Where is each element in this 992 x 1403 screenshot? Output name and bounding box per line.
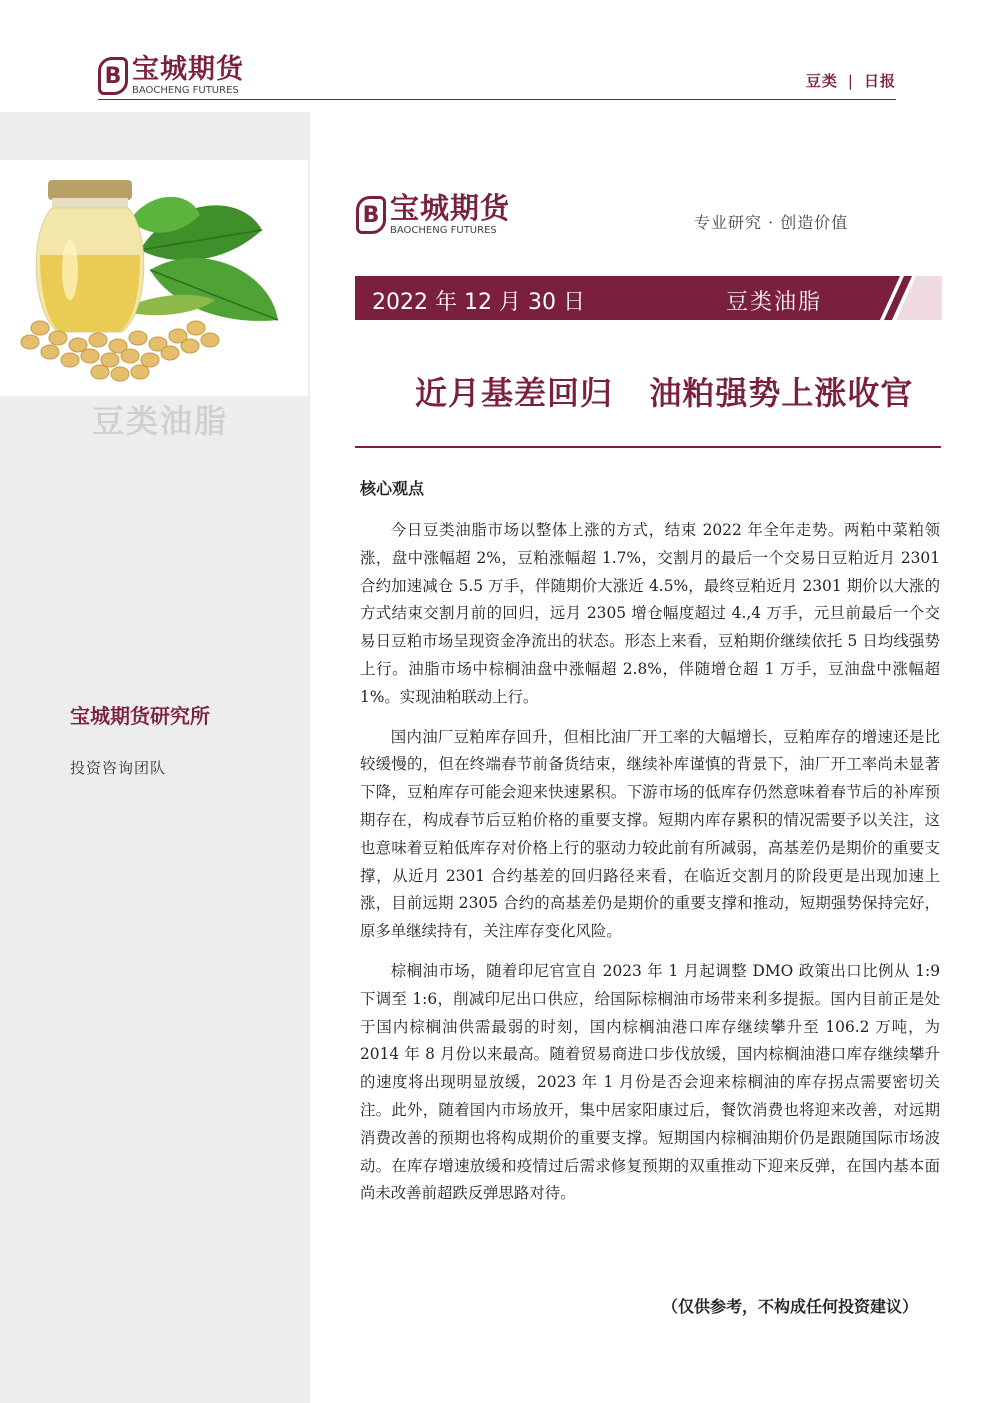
- sidebar-team: 投资咨询团队: [70, 759, 167, 777]
- header-logo-en: BAOCHENG FUTURES: [132, 85, 239, 96]
- band-category: 豆类油脂: [726, 290, 823, 315]
- soybean-oil-image: [0, 160, 308, 396]
- core-view-heading: 核心观点: [360, 479, 425, 498]
- report-body: [360, 517, 940, 1220]
- title-divider: [355, 446, 941, 448]
- header-divider: [98, 99, 896, 100]
- header-report-type: [806, 70, 896, 91]
- header-separator: |: [847, 72, 854, 90]
- main-logo-en: BAOCHENG FUTURES: [390, 225, 497, 236]
- disclaimer: （仅供参考，不构成任何投资建议）: [662, 1297, 919, 1316]
- paragraph: 国内油厂豆粕库存回升，但相比油厂开工率的大幅增长，豆粕库存的增速还是比较缓慢的，但在终端春节前备货结束，继续补库谨慎的背景下，油厂开工率尚未显著下降，豆粕库存可能会迎来快速累积。下游市场的低库存仍然意味着春节后的补库预期存在，构成春节后豆粕价格的重要支撑。短期内库存累积的情况需要予以关注，这也意味着豆粕低库存对价格上行的驱动力较此前有所减弱，高基差仍是期价的重要支撑，从近月 2301 合约基差的回归路径来看，在临近交割月的阶段更是出现加速上涨，目前远期 2305 合约的高基差仍是期价的重要支撑和推动，短期强势保持完好，原多单继续持有，关注库存变化风险。: [360, 727, 940, 941]
- main-logo-mark-icon: B: [356, 196, 386, 234]
- report-title: 近月基差回归 油粕强势上涨收官: [415, 374, 914, 412]
- slogan: 专业研究 · 创造价值: [694, 213, 849, 232]
- logo-mark-icon: B: [98, 57, 128, 95]
- main-logo: [356, 191, 511, 236]
- header-logo: [98, 56, 244, 96]
- header-logo-cn: 宝城期货: [132, 54, 244, 85]
- paragraph: 今日豆类油脂市场以整体上涨的方式，结束 2022 年全年走势。两粕中菜粕领涨，盘中涨幅超 2%，豆粕涨幅超 1.7%，交割月的最后一个交易日豆粕近月 2301 合约加速减仓 5.5 万手，伴随期价大涨近 4.5%，最终豆粕近月 2301 期价以大涨的方式结束交割月前的回归，远月 2305 增仓幅度超过 4.,4 万手，元旦前最后一个交易日豆粕市场呈现资金净流出的状态。形态上来看，豆粕期价继续依托 5 日均线强势上行。油脂市场中棕榈油盘中涨幅超 2.8%，伴随增仓超 1 万手，豆油盘中涨幅超 1%。实现油粕联动上行。: [360, 521, 940, 706]
- header-report-kind: 日报: [863, 72, 896, 90]
- date-band-stripes-icon: [860, 276, 942, 320]
- report-date: 2022 年 12 月 30 日: [372, 290, 585, 315]
- main-logo-cn: 宝城期货: [390, 191, 511, 225]
- sidebar-institute: 宝城期货研究所: [70, 704, 210, 728]
- header-category: 豆类: [805, 72, 838, 90]
- paragraph: 棕榈油市场，随着印尼官宣自 2023 年 1 月起调整 DMO 政策出口比例从 1:9 下调至 1:6，削减印尼出口供应，给国际棕榈油市场带来利多提振。国内目前正是处于国内棕榈油供需最弱的时刻，国内棕榈油港口库存继续攀升至 106.2 万吨，为 2014 年 8 月份以来最高。随着贸易商进口步伐放缓，国内棕榈油港口库存继续攀升的速度将出现明显放缓，2023 年 1 月份是否会迎来棕榈油的库存拐点需要密切关注。此外，随着国内市场放开，集中居家阳康过后，餐饮消费也将迎来改善，对远期消费改善的预期也将构成期价的重要支撑。短期国内棕榈油期价仍是跟随国际市场波动。在库存增速放缓和疫情过后需求修复预期的双重推动下迎来反弹，在国内基本面尚未改善前超跌反弹思路对待。: [360, 961, 940, 1203]
- sidebar-category-label: 豆类油脂: [92, 402, 229, 440]
- soybean-oil-illustration-icon: [0, 160, 308, 396]
